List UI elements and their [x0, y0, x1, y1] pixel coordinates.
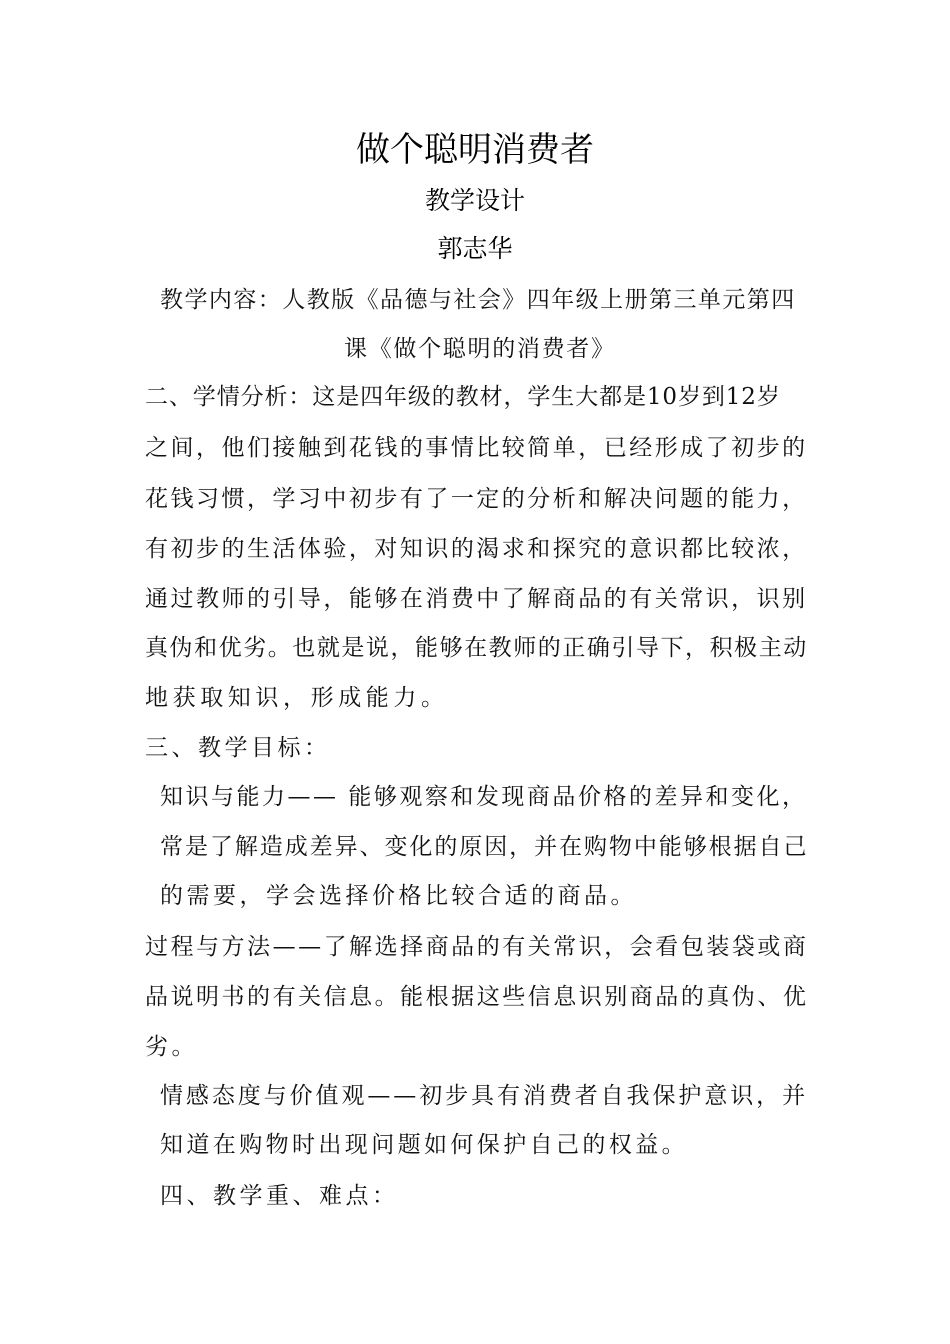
document-author: 郭志华: [437, 234, 513, 263]
document-title: 做个聪明消费者: [356, 130, 594, 170]
body-line: 的需要，学会选择价格比较合适的商品。: [160, 883, 637, 909]
body-line: 有初步的生活体验，对知识的渴求和探究的意识都比较浓，: [145, 536, 808, 562]
section-heading: 三、教学目标：: [145, 735, 331, 761]
body-line: 真伪和优劣。也就是说，能够在教师的正确引导下，积极主动: [145, 635, 808, 661]
body-line: 之间，他们接触到花钱的事情比较简单，已经形成了初步的: [145, 435, 808, 461]
body-line: 情感态度与价值观——初步具有消费者自我保护意识，并: [160, 1083, 808, 1109]
body-line: 教学内容：人教版《品德与社会》四年级上册第三单元第四: [160, 287, 796, 313]
body-line: 知识与能力—— 能够观察和发现商品价格的差异和变化，: [160, 784, 808, 810]
body-line: 过程与方法——了解选择商品的有关常识，会看包装袋或商: [145, 934, 809, 960]
body-line: 通过教师的引导，能够在消费中了解商品的有关常识，识别: [145, 586, 808, 612]
body-line: 花钱习惯，学习中初步有了一定的分析和解决问题的能力，: [145, 486, 808, 512]
body-line: 常是了解造成差异、变化的原因，并在购物中能够根据自己: [160, 834, 809, 860]
body-line: 知道在购物时出现问题如何保护自己的权益。: [160, 1132, 688, 1158]
document-subtitle: 教学设计: [424, 186, 525, 215]
body-line: 品说明书的有关信息。能根据这些信息识别商品的真伪、优: [145, 984, 809, 1010]
body-line: 劣。: [145, 1034, 198, 1060]
body-line: 课《做个聪明的消费者》: [344, 336, 616, 362]
body-line: 二、学情分析：这是四年级的教材，学生大都是10岁到12岁: [145, 384, 781, 410]
body-line: 地获取知识，形成能力。: [145, 685, 449, 711]
section-heading: 四、教学重、难点：: [160, 1183, 399, 1209]
